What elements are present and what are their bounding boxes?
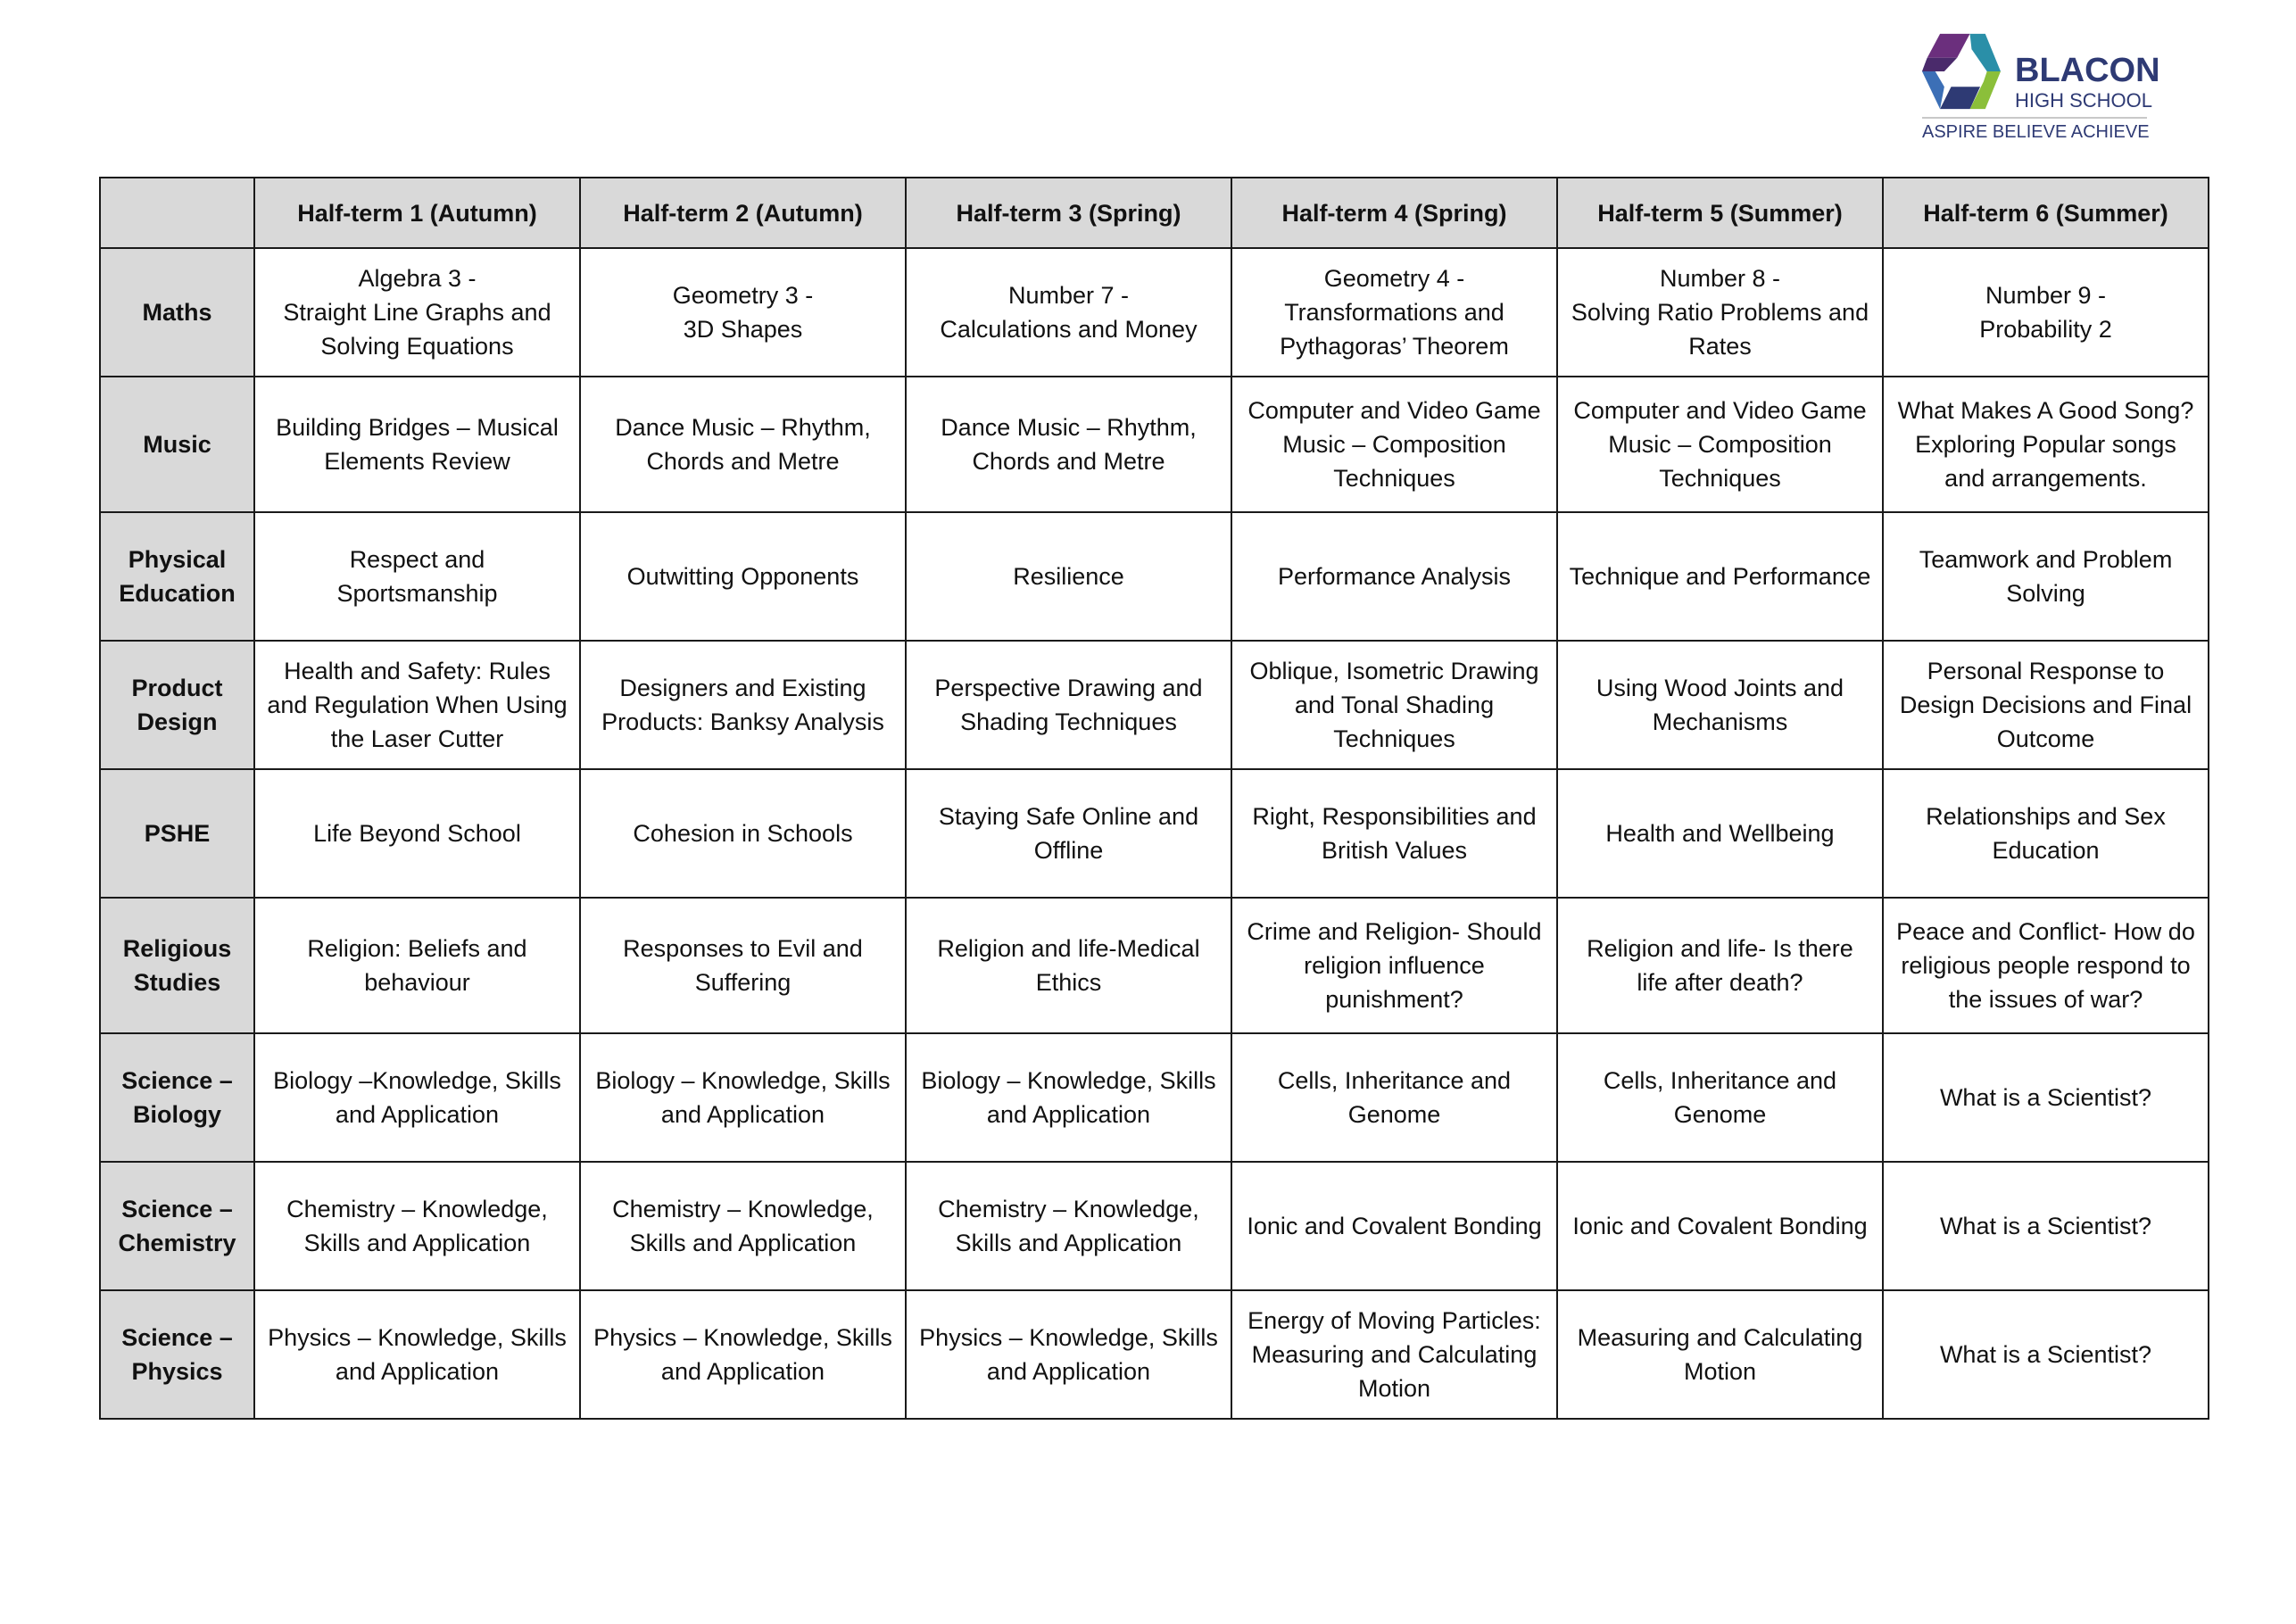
topic-cell: Right, Responsibilities and British Values [1231, 769, 1557, 898]
table-row [100, 248, 2209, 377]
table-row [100, 769, 2209, 898]
logo-divider [1922, 117, 2147, 119]
topic-cell: Dance Music – Rhythm, Chords and Metre [580, 377, 906, 512]
table-row [100, 512, 2209, 641]
topic-cell: Personal Response to Design Decisions and Final Outcome [1883, 641, 2209, 769]
topic-cell: Religion: Beliefs and behaviour [254, 898, 580, 1033]
topic-cell: Crime and Religion- Should religion influence punishment? [1231, 898, 1557, 1033]
table-row [100, 377, 2209, 512]
header-half-term-5: Half-term 5 (Summer) [1557, 178, 1883, 248]
topic-cell: Health and Wellbeing [1557, 769, 1883, 898]
topic-cell: Number 9 - Probability 2 [1883, 248, 2209, 377]
header-half-term-2: Half-term 2 (Autumn) [580, 178, 906, 248]
header-half-term-3: Half-term 3 (Spring) [906, 178, 1231, 248]
subject-label: Science – Physics [100, 1290, 254, 1419]
topic-cell: Computer and Video Game Music – Composition Techniques [1557, 377, 1883, 512]
topic-cell: Measuring and Calculating Motion [1557, 1290, 1883, 1419]
topic-cell: Ionic and Covalent Bonding [1231, 1162, 1557, 1290]
table-row [100, 1033, 2209, 1162]
topic-cell: Staying Safe Online and Offline [906, 769, 1231, 898]
subject-label: Religious Studies [100, 898, 254, 1033]
topic-cell: Religion and life- Is there life after death? [1557, 898, 1883, 1033]
topic-cell: Life Beyond School [254, 769, 580, 898]
header-half-term-1: Half-term 1 (Autumn) [254, 178, 580, 248]
topic-cell: Number 7 - Calculations and Money [906, 248, 1231, 377]
logo-tagline: ASPIRE BELIEVE ACHIEVE [1922, 122, 2150, 142]
subject-label: Maths [100, 248, 254, 377]
topic-cell: Oblique, Isometric Drawing and Tonal Shading Techniques [1231, 641, 1557, 769]
table-row [100, 1162, 2209, 1290]
topic-cell: Physics – Knowledge, Skills and Application [254, 1290, 580, 1419]
logo-segment-purple [1927, 34, 1970, 58]
logo-hexagon-icon [1919, 32, 2004, 111]
topic-cell: What is a Scientist? [1883, 1290, 2209, 1419]
topic-cell: Teamwork and Problem Solving [1883, 512, 2209, 641]
table-row [100, 641, 2209, 769]
topic-cell: Dance Music – Rhythm, Chords and Metre [906, 377, 1231, 512]
topic-cell: Biology – Knowledge, Skills and Application [906, 1033, 1231, 1162]
topic-cell: Resilience [906, 512, 1231, 641]
header-half-term-6: Half-term 6 (Summer) [1883, 178, 2209, 248]
subject-label: Music [100, 377, 254, 512]
topic-cell: Algebra 3 - Straight Line Graphs and Solving Equations [254, 248, 580, 377]
subject-label: Science – Biology [100, 1033, 254, 1162]
logo-school-subtitle: HIGH SCHOOL [2015, 89, 2153, 112]
topic-cell: Health and Safety: Rules and Regulation When Using the Laser Cutter [254, 641, 580, 769]
topic-cell: Physics – Knowledge, Skills and Application [580, 1290, 906, 1419]
topic-cell: Performance Analysis [1231, 512, 1557, 641]
logo-school-name: BLACON [2015, 52, 2160, 89]
curriculum-table [99, 177, 2209, 1420]
topic-cell: Designers and Existing Products: Banksy Analysis [580, 641, 906, 769]
subject-label: PSHE [100, 769, 254, 898]
subject-label: Science – Chemistry [100, 1162, 254, 1290]
topic-cell: What is a Scientist? [1883, 1162, 2209, 1290]
logo-segment-teal [1970, 34, 2001, 71]
corner-cell [100, 178, 254, 248]
logo-center [1944, 64, 1978, 85]
topic-cell: What Makes A Good Song? Exploring Popular songs and arrangements. [1883, 377, 2209, 512]
topic-cell: Computer and Video Game Music – Composition Techniques [1231, 377, 1557, 512]
topic-cell: Chemistry – Knowledge, Skills and Application [580, 1162, 906, 1290]
topic-cell: Energy of Moving Particles: Measuring and Calculating Motion [1231, 1290, 1557, 1419]
topic-cell: Relationships and Sex Education [1883, 769, 2209, 898]
topic-cell: Technique and Performance [1557, 512, 1883, 641]
topic-cell: Chemistry – Knowledge, Skills and Application [906, 1162, 1231, 1290]
topic-cell: Chemistry – Knowledge, Skills and Application [254, 1162, 580, 1290]
topic-cell: Cohesion in Schools [580, 769, 906, 898]
topic-cell: Number 8 - Solving Ratio Problems and Rates [1557, 248, 1883, 377]
topic-cell: Outwitting Opponents [580, 512, 906, 641]
topic-cell: Religion and life-Medical Ethics [906, 898, 1231, 1033]
header-half-term-4: Half-term 4 (Spring) [1231, 178, 1557, 248]
school-logo [1919, 32, 2159, 148]
topic-cell: Physics – Knowledge, Skills and Application [906, 1290, 1231, 1419]
header-row [100, 178, 2209, 248]
topic-cell: Geometry 3 - 3D Shapes [580, 248, 906, 377]
topic-cell: Cells, Inheritance and Genome [1557, 1033, 1883, 1162]
topic-cell: Biology – Knowledge, Skills and Application [580, 1033, 906, 1162]
topic-cell: Perspective Drawing and Shading Techniques [906, 641, 1231, 769]
subject-label: Physical Education [100, 512, 254, 641]
topic-cell: Biology –Knowledge, Skills and Application [254, 1033, 580, 1162]
subject-label: Product Design [100, 641, 254, 769]
topic-cell: Building Bridges – Musical Elements Review [254, 377, 580, 512]
topic-cell: Responses to Evil and Suffering [580, 898, 906, 1033]
table-row [100, 1290, 2209, 1419]
topic-cell: Ionic and Covalent Bonding [1557, 1162, 1883, 1290]
topic-cell: Peace and Conflict- How do religious people respond to the issues of war? [1883, 898, 2209, 1033]
topic-cell: What is a Scientist? [1883, 1033, 2209, 1162]
topic-cell: Geometry 4 - Transformations and Pythagoras’ Theorem [1231, 248, 1557, 377]
topic-cell: Cells, Inheritance and Genome [1231, 1033, 1557, 1162]
topic-cell: Using Wood Joints and Mechanisms [1557, 641, 1883, 769]
table-row [100, 898, 2209, 1033]
topic-cell: Respect and Sportsmanship [254, 512, 580, 641]
